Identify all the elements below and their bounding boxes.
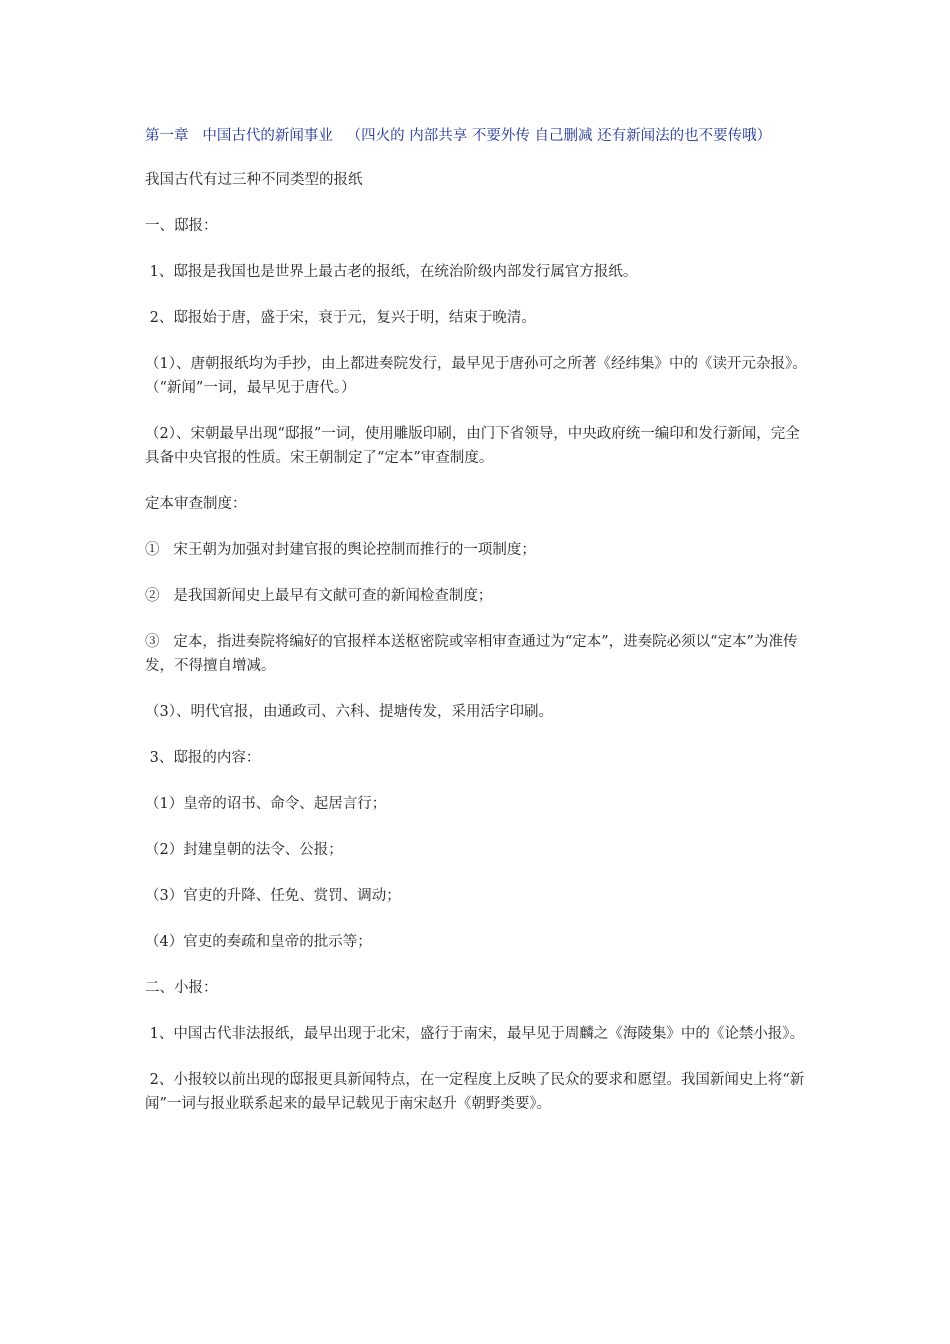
- list-item: ① 宋王朝为加强对封建官报的舆论控制而推行的一项制度；: [145, 542, 536, 558]
- chapter-note: （四火的 内部共享 不要外传 自己删减 还有新闻法的也不要传哦）: [346, 128, 772, 144]
- section-heading-dibao: 一、邸报：: [145, 218, 218, 234]
- list-item: ② 是我国新闻史上最早有文献可查的新闻检查制度；: [145, 588, 493, 604]
- paragraph: 3、邸报的内容：: [145, 750, 261, 766]
- section-heading-xiaobao: 二、小报：: [145, 980, 218, 996]
- list-item: （2）封建皇朝的法令、公报；: [145, 842, 343, 858]
- list-item: （1）皇帝的诏书、命令、起居言行；: [145, 796, 387, 812]
- paragraph: 1、中国古代非法报纸，最早出现于北宋，盛行于南宋，最早见于周麟之《海陵集》中的《论禁小报》。: [145, 1026, 805, 1042]
- paragraph: 1、邸报是我国也是世界上最古老的报纸，在统治阶级内部发行属官方报纸。: [145, 264, 638, 280]
- paragraph: 2、小报较以前出现的邸报更具新闻特点，在一定程度上反映了民众的要求和愿望。我国新闻史上将“新闻”一词与报业联系起来的最早记载见于南宋赵升《朝野类要》。: [145, 1072, 805, 1112]
- list-item: （3）官吏的升降、任免、赏罚、调动；: [145, 888, 401, 904]
- document-body: [145, 124, 813, 1138]
- paragraph: （2）、宋朝最早出现“邸报”一词，使用雕版印刷，由门下省领导，中央政府统一编印和发行新闻，完全具备中央官报的性质。宋王朝制定了“定本”审查制度。: [145, 426, 800, 466]
- list-item: ③ 定本，指进奏院将编好的官报样本送枢密院或宰相审查通过为“定本”，进奏院必须以“定本”为准传发，不得擅自增减。: [145, 634, 798, 674]
- paragraph: （1）、唐朝报纸均为手抄，由上都进奏院发行，最早见于唐孙可之所著《经纬集》中的《读开元杂报》。（“新闻”一词，最早见于唐代。）: [145, 356, 807, 396]
- intro-paragraph: 我国古代有过三种不同类型的报纸: [145, 172, 363, 188]
- subsection-heading: 定本审查制度：: [145, 496, 247, 512]
- chapter-heading: 第一章 中国古代的新闻事业: [145, 128, 347, 144]
- paragraph: （3）、明代官报，由通政司、六科、提塘传发，采用活字印刷。: [145, 704, 553, 720]
- paragraph: 2、邸报始于唐，盛于宋，衰于元，复兴于明，结束于晚清。: [145, 310, 536, 326]
- chapter-title: [145, 124, 813, 148]
- list-item: （4）官吏的奏疏和皇帝的批示等；: [145, 934, 372, 950]
